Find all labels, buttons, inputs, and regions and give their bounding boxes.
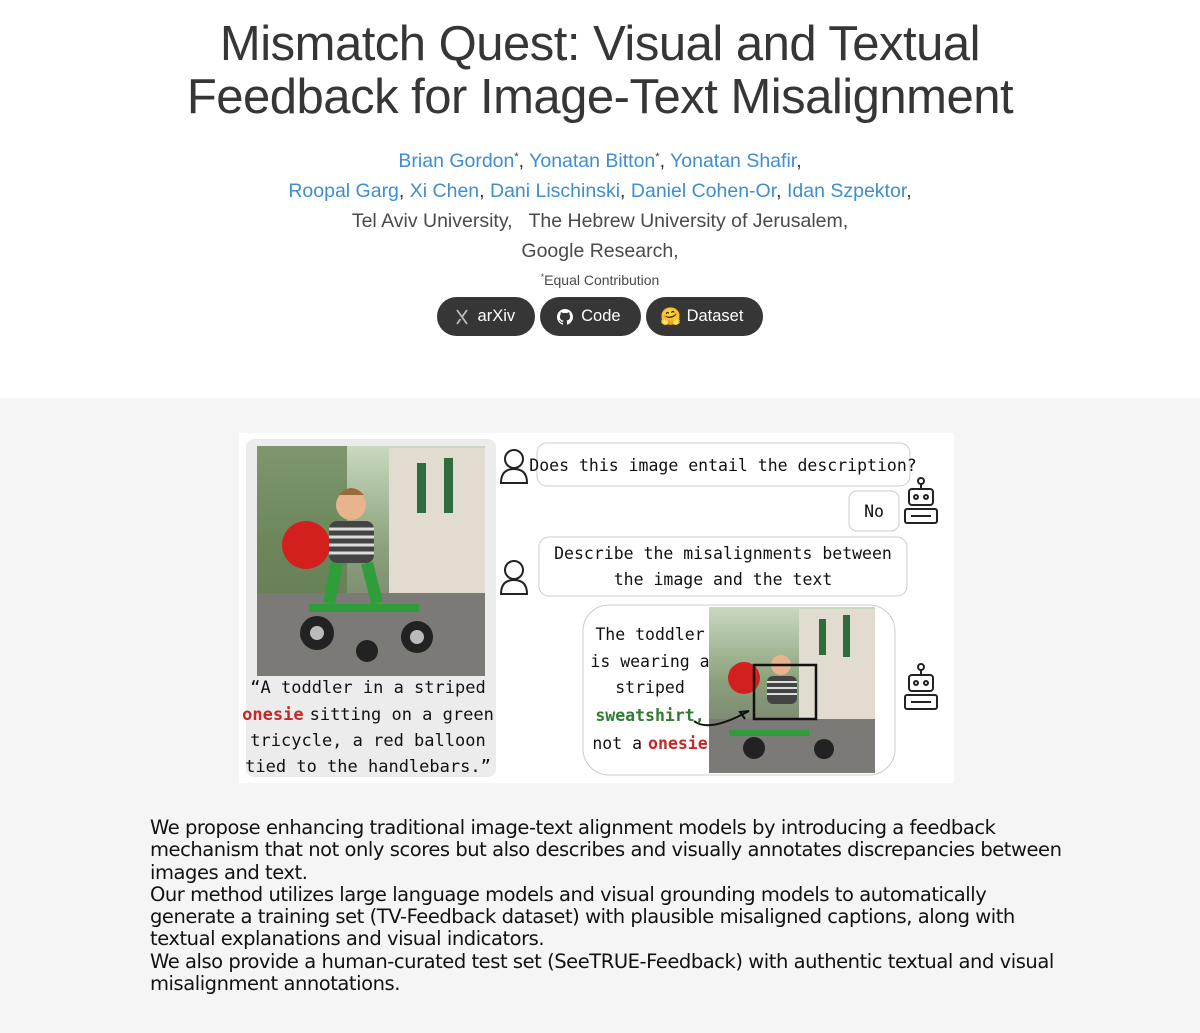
answer-line-5: not a [592, 734, 643, 753]
answer-line-1: The toddler [595, 625, 705, 644]
abstract-paragraph-1: We propose enhancing traditional image-text alignment models by introducing a feedback mechanism that not only scores but also describes and visually annotates discrepancies between images and text. [150, 816, 1062, 884]
note-text: Equal Contribution [544, 272, 660, 288]
answer-line-2: is wearing a [590, 652, 710, 671]
svg-text:onesiesitting on a green [242, 705, 494, 725]
github-icon [557, 309, 573, 325]
equal-mark: * [655, 151, 660, 163]
arxiv-icon [454, 309, 470, 325]
arxiv-button[interactable] [437, 297, 536, 336]
title-line-1: Mismatch Quest: Visual and Textual [219, 17, 981, 71]
answer-word-sweatshirt: sweatshirt, [595, 706, 705, 725]
affiliations-row-2 [0, 236, 1200, 266]
teaser-illustration [239, 433, 954, 783]
user-icon [501, 450, 527, 483]
svg-text:not aonesie [592, 734, 707, 753]
caption-word-onesie: onesie [242, 705, 304, 725]
equal-mark: * [514, 151, 519, 163]
author-list [0, 146, 1200, 266]
affiliation-tau: Tel Aviv University, [351, 210, 513, 232]
title-line-2: Feedback for Image-Text Misalignment [186, 70, 1014, 124]
author-link-yonatan-shafir[interactable]: Yonatan Shafir [670, 150, 797, 172]
answer-word-onesie: onesie [648, 734, 708, 753]
author-link-idan-szpektor[interactable]: Idan Szpektor [786, 180, 907, 202]
abstract-paragraph-2: Our method utilizes large language models and visual grounding models to automatically generate a training set (TV-Feedback dataset) with plausible misaligned captions, along with textual explanations and visual indicators. [150, 882, 1015, 951]
answer-1: No [864, 502, 884, 521]
arxiv-label: arXiv [477, 307, 516, 325]
dataset-label: Dataset [686, 307, 744, 325]
link-buttons [0, 297, 1200, 336]
question-2-line-2: the image and the text [613, 570, 833, 589]
caption-line-3: tricycle, a red balloon [250, 731, 486, 751]
teaser-section [0, 398, 1200, 1033]
authors-row-2: Roopal Garg, Xi Chen, Dani Lischinski, Daniel Cohen-Or, Idan Szpektor, [288, 180, 912, 202]
answer-line-3: striped [615, 678, 685, 697]
caption-line-4: tied to the handlebars.” [245, 757, 491, 777]
affiliation-google: Google Research, [521, 240, 679, 262]
author-link-xi-chen[interactable]: Xi Chen [409, 180, 480, 202]
code-label: Code [581, 307, 621, 325]
abstract-paragraph-3: We also provide a human-curated test set (SeeTRUE-Feedback) with authentic textual and visual misalignment annotations. [150, 949, 1054, 996]
robot-icon [905, 478, 937, 523]
author-link-yonatan-bitton[interactable]: Yonatan Bitton [529, 150, 656, 172]
toddler-photo [257, 446, 485, 676]
page-title [0, 0, 1200, 124]
affiliations-row-1 [0, 206, 1200, 236]
author-link-brian-gordon[interactable]: Brian Gordon [398, 150, 515, 172]
code-button[interactable] [540, 297, 640, 336]
user-icon [501, 561, 527, 594]
caption-line-1: “A toddler in a striped [250, 678, 486, 698]
affiliation-huji: The Hebrew University of Jerusalem, [528, 210, 849, 232]
question-2-line-1: Describe the misalignments between [554, 544, 892, 563]
caption-line-2: sitting on a green [309, 705, 494, 725]
author-link-roopal-garg[interactable]: Roopal Garg [288, 180, 399, 202]
annotated-photo [694, 607, 875, 773]
author-link-daniel-cohen-or[interactable]: Daniel Cohen-Or [630, 180, 777, 202]
authors-row-1: Brian Gordon*, Yonatan Bitton*, Yonatan Shafir, [398, 150, 802, 172]
author-link-dani-lischinski[interactable]: Dani Lischinski [489, 180, 621, 202]
abstract-text [150, 817, 1070, 995]
teaser-figure [239, 433, 954, 783]
note-mark: * [540, 272, 545, 282]
hugging-face-icon: 🤗 [660, 306, 682, 326]
equal-contribution-note [0, 272, 1200, 288]
hero-section [0, 0, 1200, 398]
question-1: Does this image entail the description? [529, 456, 917, 475]
dataset-button[interactable] [646, 297, 764, 336]
robot-icon [905, 664, 937, 709]
